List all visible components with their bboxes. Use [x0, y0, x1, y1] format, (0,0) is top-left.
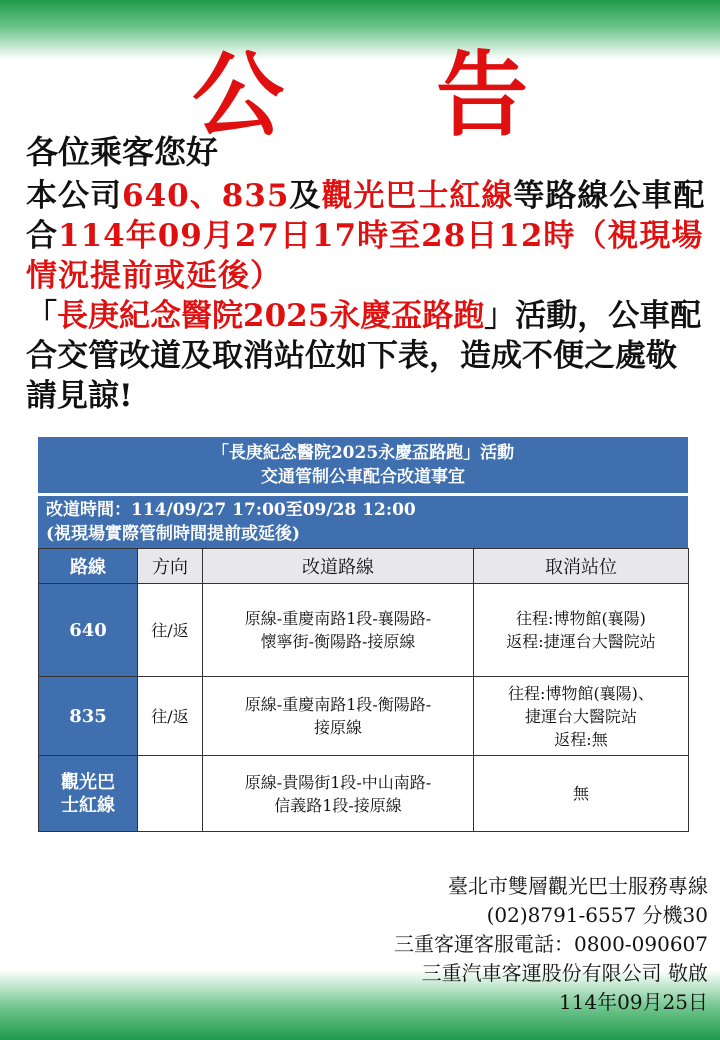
detour-time [38, 493, 688, 548]
detour-line: 信義路1段-接原線 [274, 795, 402, 815]
footer-line-date: 114年09月25日 [558, 990, 708, 1014]
table-row [39, 756, 689, 832]
cancel-line: 返程:捷運台大醫院站 [506, 632, 656, 651]
table-header-line2: 交通管制公車配合改道事宜 [261, 467, 465, 487]
footer-contact [394, 872, 708, 1017]
p1-red-line: 觀光巴士紅線 [321, 178, 514, 214]
detour-cell [203, 584, 474, 677]
table-header-line1: 「長庚紀念醫院2025永慶盃路跑」活動 [211, 443, 515, 463]
notice-body [26, 132, 706, 416]
detour-time-line2: (視現場實際管制時間提前或延後) [46, 524, 301, 544]
p1-text-c: 等路線公車配合 [26, 178, 706, 254]
cancel-line: 往程:博物館(襄陽)、 [508, 683, 654, 703]
col-header-detour: 改道路線 [203, 549, 474, 584]
direction-cell: 往/返 [138, 677, 203, 756]
cancel-line: 返程:無 [554, 729, 608, 749]
footer-line-hotline-number: (02)8791-6557 分機30 [486, 903, 708, 927]
greeting: 各位乘客您好 [26, 133, 219, 171]
p1-routes: 640、835 [122, 178, 290, 214]
direction-cell: 往/返 [138, 584, 203, 677]
route-cell: 835 [39, 677, 138, 756]
footer-line-service-phone: 三重客運客服電話：0800-090607 [393, 932, 708, 956]
direction-cell [138, 756, 203, 832]
route-cell: 640 [39, 584, 138, 677]
footer-line-hotline-label: 臺北市雙層觀光巴士服務專線 [448, 874, 708, 898]
detour-cell [203, 677, 474, 756]
detour-line: 原線-重慶南路1段-襄陽路- [244, 609, 432, 628]
p1-text-a: 本公司 [26, 178, 122, 214]
col-header-route: 路線 [39, 549, 138, 584]
detour-line: 懷寧街-衡陽路-接原線 [260, 632, 416, 651]
detour-time-line1: 改道時間：114/09/27 17:00至09/28 12:00 [46, 500, 416, 520]
route-line: 觀光巴 [61, 771, 115, 793]
footer-line-company: 三重汽車客運股份有限公司 敬啟 [421, 961, 708, 985]
detour-grid [38, 548, 689, 832]
p2-text-a: 「 [26, 298, 57, 334]
detour-line: 接原線 [313, 718, 362, 737]
cancel-cell [474, 756, 689, 832]
p2-event: 長庚紀念醫院2025永慶盃路跑 [57, 298, 485, 334]
cancel-line: 無 [572, 784, 589, 803]
detour-line: 原線-重慶南路1段-衡陽路- [244, 695, 432, 714]
p2-text-b: 」活動，公車配合交管改道及取消站位如下表，造成不便之處敬請見諒! [26, 298, 702, 414]
detour-line: 原線-貴陽街1段-中山南路- [244, 772, 432, 792]
detour-table [38, 437, 688, 832]
p1-text-b: 及 [289, 178, 322, 214]
cancel-line: 捷運台大醫院站 [524, 706, 637, 726]
col-header-direction: 方向 [138, 549, 203, 584]
table-row [39, 677, 689, 756]
cancel-cell [474, 677, 689, 756]
route-cell [39, 756, 138, 832]
p1-time: 114年09月27日17時至28日12時（視現場情況提前或延後） [26, 218, 704, 294]
route-line: 士紅線 [61, 794, 115, 816]
col-header-cancel: 取消站位 [474, 549, 689, 584]
table-header-row [39, 549, 689, 584]
cancel-line: 往程:博物館(襄陽) [516, 609, 646, 628]
table-header [38, 437, 688, 493]
cancel-cell [474, 584, 689, 677]
notice-title: 公 告 [191, 42, 589, 149]
notice-paragraph-1 [26, 176, 706, 296]
table-row [39, 584, 689, 677]
notice-paragraph-2 [26, 296, 706, 416]
detour-cell [203, 756, 474, 832]
